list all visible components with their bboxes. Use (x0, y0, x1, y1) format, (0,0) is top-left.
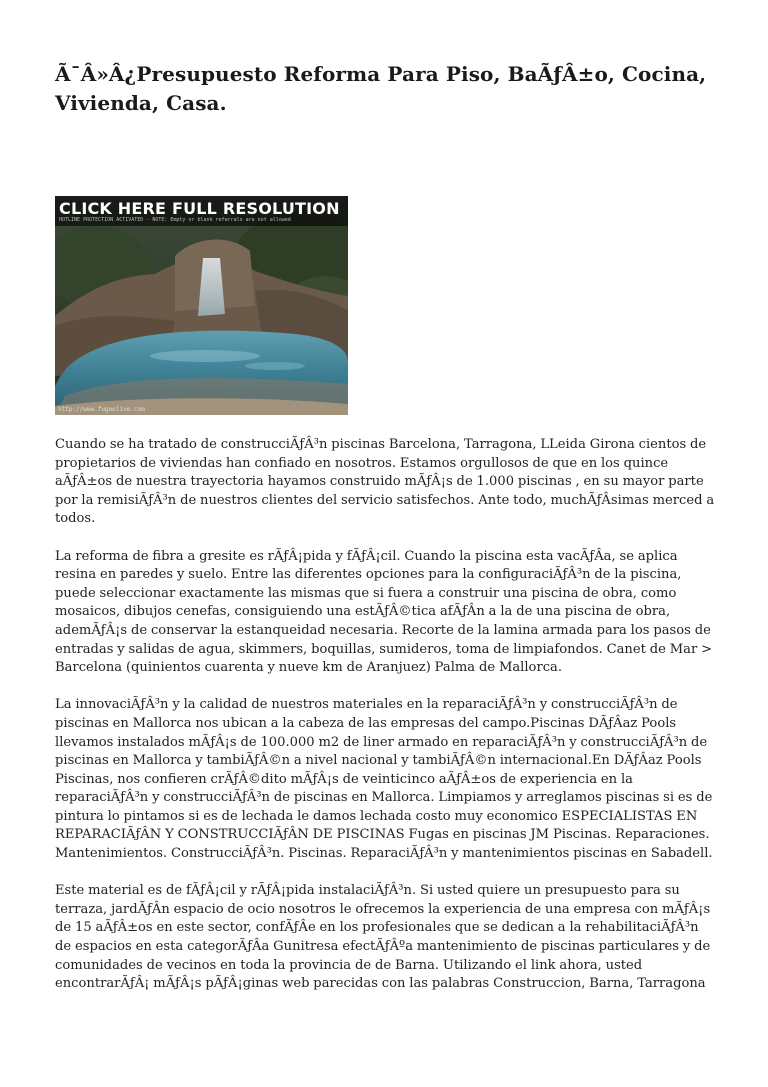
paragraph-2: La reforma de fibra a gresite es rÃƒÂ¡pida y fÃƒÂ¡cil. Cuando la piscina esta vacÃƒÂa, se aplica resina en paredes y suelo. Entre las diferentes opciones para la configuraciÃƒÂ³n de la piscina, puede seleccionar exactamente las mismas que si fuera a construir una piscina de obra, como mosaicos, dibujos cenefas, consiguiendo una estÃƒÂ©tica afÃƒÂn a la de una piscina de obra, ademÃƒÂ¡s de conservar la estanqueidad necesaria. Recorte de la lamina armada para los pasos de entradas y salidas de agua, skimmers, boquillas, sumideros, toma de limpiafondos. Canet de Mar > Barcelona (quinientos cuarenta y nueve km de Aranjuez) Palma de Mallorca. (55, 548, 713, 676)
click-here-banner-text[interactable]: CLICK HERE FULL RESOLUTION (59, 199, 340, 218)
document-page (55, 60, 715, 1012)
document-title: Ã¯Â»Â¿Presupuesto Reforma Para Piso, BaÃƒÂ±o, Cocina, Vivienda, Casa. (55, 62, 707, 115)
pool-image[interactable] (55, 196, 348, 415)
paragraph-3: La innovaciÃƒÂ³n y la calidad de nuestros materiales en la reparaciÃƒÂ³n y construcciÃƒÂ³n de piscinas en Mallorca nos ubican a la cabeza de las empresas del campo.Piscinas DÃƒÂaz Pools llevamos instalados mÃƒÂ¡s de 100.000 m2 de liner armado en reparaciÃƒÂ³n y construcciÃƒÂ³n de piscinas en Mallorca y tambiÃƒÂ©n a nivel nacional y tambiÃƒÂ©n internacional.En DÃƒÂaz Pools Piscinas, nos confieren crÃƒÂ©dito mÃƒÂ¡s de veinticinco aÃƒÂ±os de experiencia en la reparaciÃƒÂ³n y construcciÃƒÂ³n de piscinas en Mallorca. Limpiamos y arreglamos piscinas si es de pintura lo pintamos si es de lechada le damos lechada costo muy economico ESPECIALISTAS EN REPARACIÃƒÂN Y CONSTRUCCIÃƒÂN DE PISCINAS Fugas en piscinas JM Piscinas. Reparaciones. Mantenimientos. ConstrucciÃƒÂ³n. Piscinas. ReparaciÃƒÂ³n y mantenimientos piscinas en Sabadell. (55, 697, 713, 862)
pool-photo (55, 196, 348, 415)
paragraph-1: Cuando se ha tratado de construcciÃƒÂ³n piscinas Barcelona, Tarragona, LLeida Girona cientos de propietarios de viviendas han confiado en nosotros. Estamos orgullosos de que en los quince aÃƒÂ±os de nuestra trayectoria hayamos construido mÃƒÂ¡s de 1.000 piscinas , en su mayor parte por la remisiÃƒÂ³n de nuestros clientes del servicio satisfechos. Ante todo, muchÃƒÂsimas merced a todos. (55, 437, 715, 527)
article-body (55, 436, 715, 994)
image-source-text: http://www.fugoolive.com (58, 406, 145, 413)
paragraph-4: Este material es de fÃƒÂ¡cil y rÃƒÂ¡pida instalaciÃƒÂ³n. Si usted quiere un presupuesto para su terraza, jardÃƒÂn espacio de ocio nosotros le ofrecemos la experiencia de una empresa con mÃƒÂ¡s de 15 aÃƒÂ±os en este sector, confÃƒÂe en los profesionales que se dedican a la rehabilitaciÃƒÂ³n de espacios en esta categorÃƒÂa Gunitresa efectÃƒÂºa mantenimiento de piscinas particulares y de comunidades de vecinos en toda la provincia de de Barna. Utilizando el link ahora, usted encontrarÃƒÂ¡ mÃƒÂ¡s pÃƒÂ¡ginas web parecidas con las palabras Construccion, Barna, Tarragona (55, 883, 711, 992)
banner-subtext: HOTLINE PROTECTION ACTIVATED - NOTE: Empty or blank referrals are not allowed (59, 217, 291, 223)
